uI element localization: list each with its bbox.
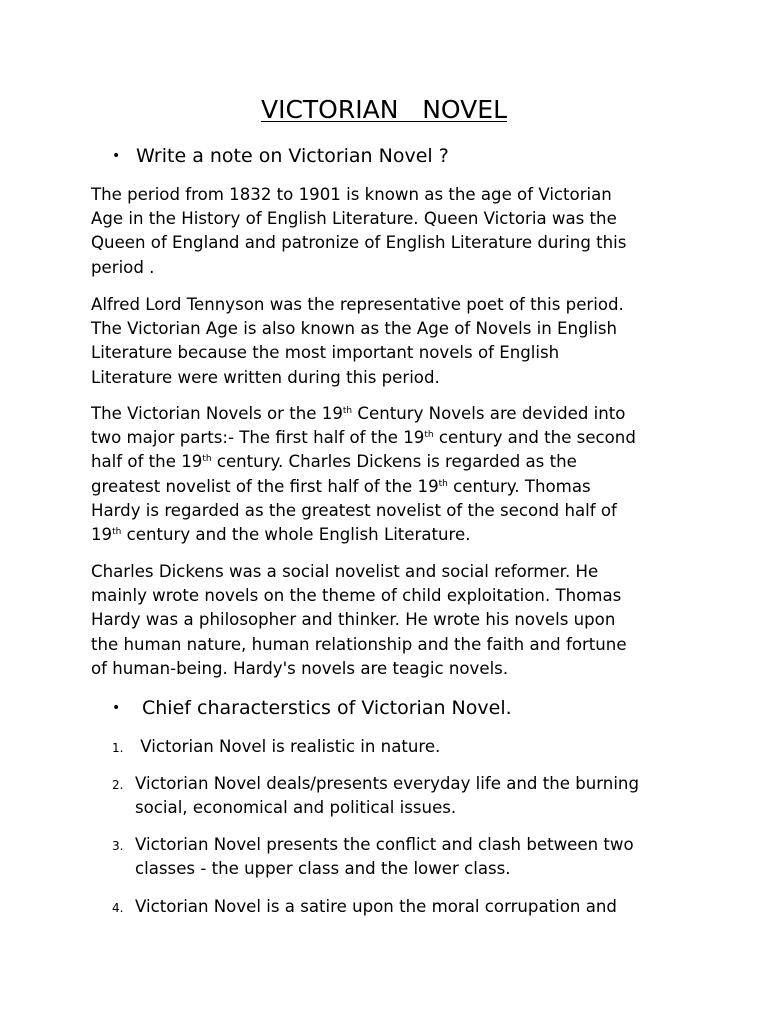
line-text: The Victorian Novels or the 19 [91, 404, 343, 423]
paragraph-line: Alfred Lord Tennyson was the representative poet of this period. [91, 295, 624, 314]
superscript: th [342, 406, 353, 416]
list-item-number: 2. [112, 778, 124, 792]
list-item-line: Victorian Novel presents the conflict and clash between two [135, 835, 634, 854]
paragraph-line: the human nature, human relationship and the faith and fortune [91, 634, 627, 654]
paragraph-line: Literature because the most important novels of English [91, 343, 560, 363]
paragraph-line: period . [91, 257, 155, 277]
paragraph-line: mainly wrote novels on the theme of child exploitation. Thomas [91, 586, 622, 606]
list-item-text [135, 772, 639, 820]
paragraph-line [91, 450, 691, 474]
line-text: half of the 19 [91, 452, 203, 472]
line-text: century. Charles Dickens is regarded as the [211, 452, 577, 472]
list-item-text [135, 735, 440, 759]
list-item-number: 4. [112, 901, 124, 915]
line-text: greatest novelist of the first half of the 19 [91, 476, 439, 496]
bullet-glyph: • [112, 148, 121, 164]
superscript: th [424, 430, 434, 441]
paragraph-line [91, 499, 691, 523]
list-item-line: Victorian Novel is a satire upon the moral corrupation and [135, 897, 617, 916]
paragraph-line [91, 475, 691, 499]
question-text: Write a note on Victorian Novel ? [136, 145, 449, 167]
line-text: century. Thomas [447, 476, 591, 496]
paragraph-line [91, 523, 691, 547]
line-text: Hardy is regarded as the greatest novelist of the second half of [91, 500, 617, 520]
paragraph-line: Age in the History of English Literature. Queen Victoria was the [91, 209, 617, 229]
list-item-text [135, 895, 617, 919]
paragraph-line: Queen of England and patronize of English Literature during this [91, 233, 627, 253]
paragraph-line: Literature were written during this period. [91, 367, 440, 387]
paragraph-line: of human-being. Hardy's novels are teagic novels. [91, 658, 509, 678]
list-item-text [135, 833, 634, 881]
list-item-line: Victorian Novel deals/presents everyday life and the burning [135, 774, 639, 793]
paragraph-line: The Victorian Age is also known as the Age of Novels in English [91, 319, 617, 339]
paragraph-3 [91, 402, 691, 547]
characteristics-heading-text: Chief characterstics of Victorian Novel. [142, 697, 512, 719]
superscript: th [112, 526, 122, 537]
line-text: two major parts:- The first half of the 19 [91, 428, 425, 448]
superscript: th [438, 478, 448, 489]
line-text: 19 [91, 524, 113, 544]
list-item-line: social, economical and political issues. [135, 798, 457, 817]
list-item-number: 3. [112, 839, 124, 853]
list-item-number: 1. [112, 741, 124, 755]
list-item-line: Victorian Novel is realistic in nature. [135, 737, 441, 756]
paragraph-line: Hardy was a philosopher and thinker. He wrote his novels upon [91, 610, 616, 630]
bullet-glyph: • [112, 700, 121, 716]
page-title: VICTORIAN NOVEL [260, 95, 508, 124]
line-text: century and the whole English Literature. [121, 524, 471, 544]
superscript: th [202, 454, 212, 465]
paragraph-1 [91, 183, 691, 280]
list-item-line: classes - the upper class and the lower class. [135, 859, 511, 878]
line-text: century and the second [433, 428, 636, 448]
paragraph-2 [91, 293, 691, 390]
line-text: Century Novels are devided into [352, 404, 626, 423]
paragraph-line [91, 426, 691, 450]
paragraph-4 [91, 560, 691, 681]
paragraph-line: Charles Dickens was a social novelist and social reformer. He [91, 562, 599, 581]
paragraph-line: The period from 1832 to 1901 is known as the age of Victorian [91, 185, 612, 204]
paragraph-line [91, 402, 691, 426]
